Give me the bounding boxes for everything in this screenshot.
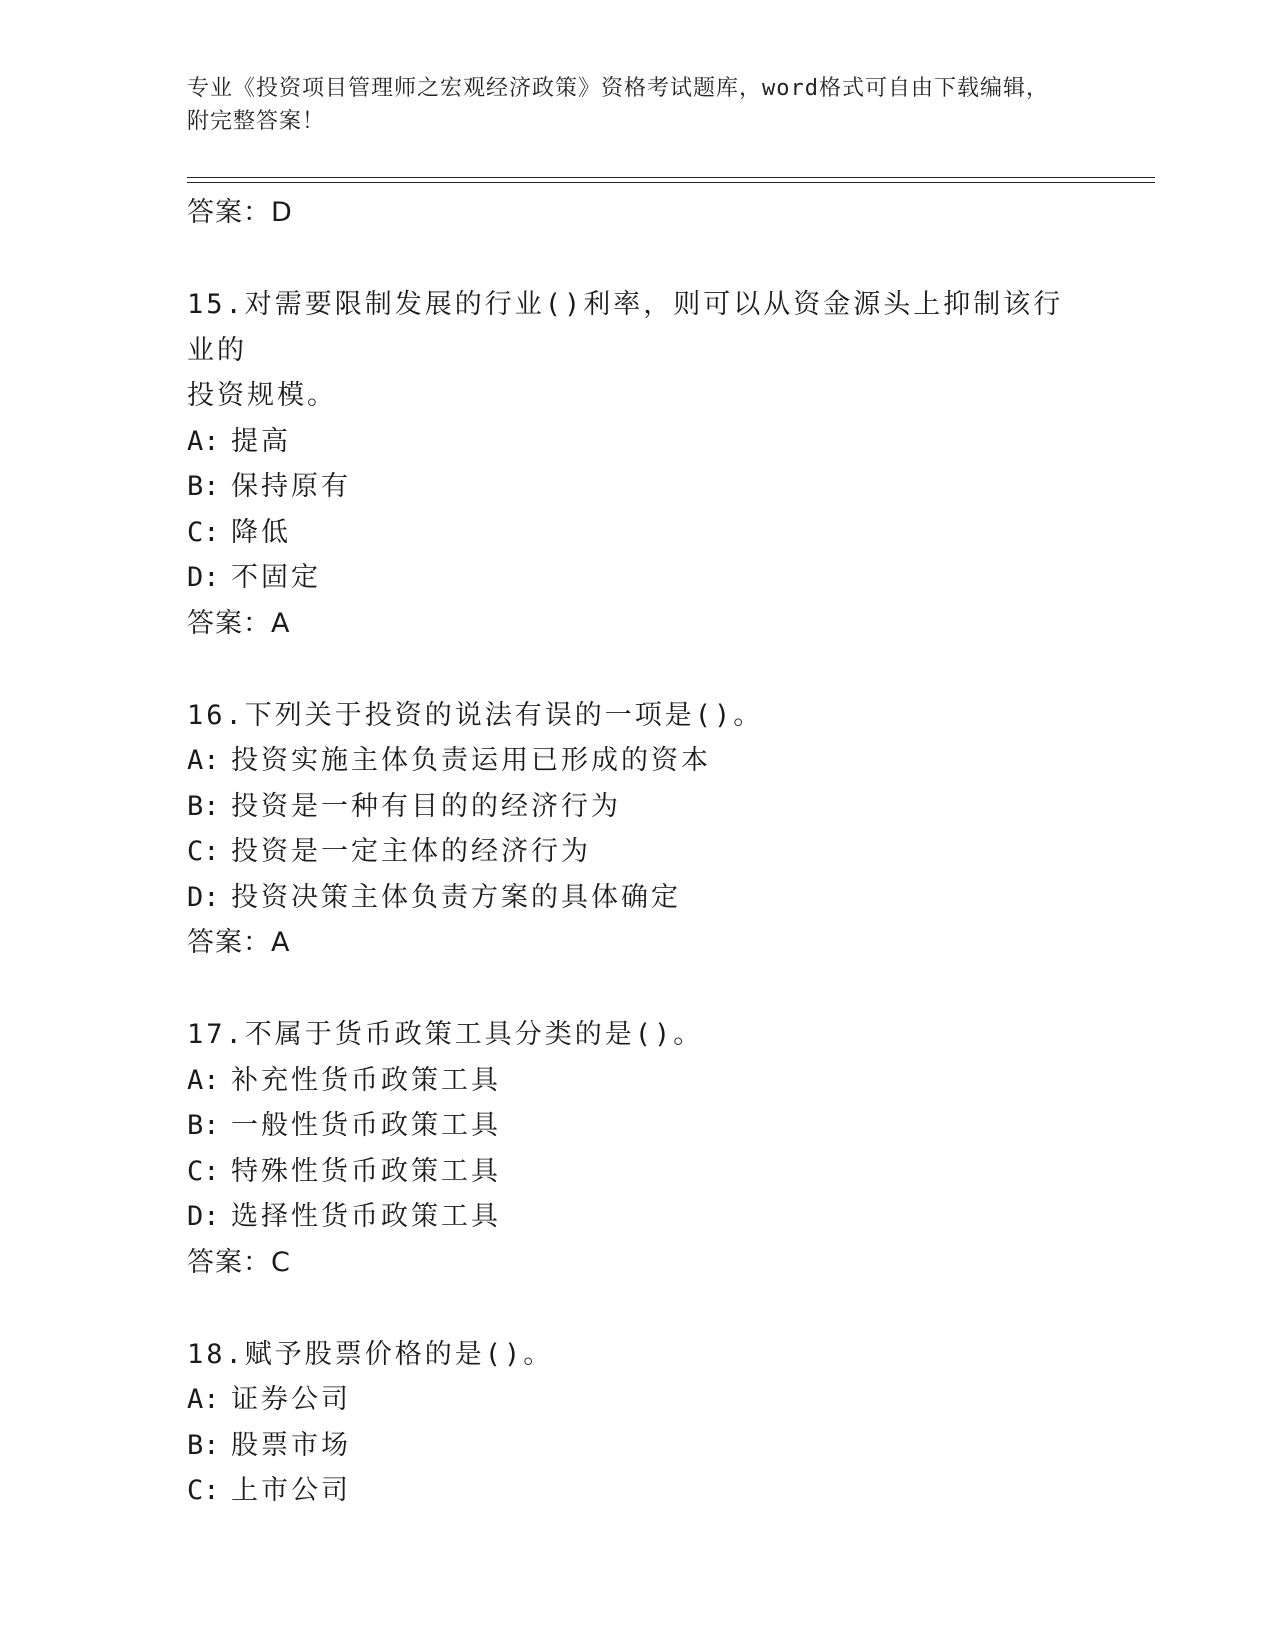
option-label: B: (187, 1429, 220, 1461)
option-label: C: (187, 1155, 220, 1187)
option-b (187, 464, 1087, 510)
option-text: 上市公司 (231, 1475, 351, 1506)
option-label: D: (187, 562, 220, 593)
option-d (187, 1194, 1087, 1240)
option-text: 股票市场 (231, 1429, 351, 1461)
option-label: D: (187, 881, 220, 913)
question-stem: 18.赋予股票价格的是()。 (187, 1338, 554, 1370)
option-label: D: (187, 1201, 220, 1232)
question-stem-continued: 投资规模。 (187, 380, 337, 411)
option-a (187, 1058, 1087, 1104)
option-text: 投资决策主体负责方案的具体确定 (231, 881, 681, 913)
question-stem: 17.不属于货币政策工具分类的是()。 (187, 1019, 704, 1050)
option-text: 降低 (231, 516, 291, 548)
option-label: A: (187, 425, 220, 457)
option-text: 选择性货币政策工具 (231, 1201, 501, 1232)
option-label: B: (187, 471, 220, 502)
option-c (187, 510, 1087, 556)
option-c (187, 829, 1087, 875)
question-stem: 15.对需要限制发展的行业()利率，则可以从资金源头上抑制该行业的 (187, 289, 1064, 366)
option-label: C: (187, 516, 220, 548)
option-label: C: (187, 836, 220, 867)
previous-answer: 答案：D (187, 197, 293, 228)
option-label: B: (187, 790, 220, 822)
option-d (187, 875, 1087, 921)
header-rule-top (187, 177, 1155, 178)
option-text: 特殊性货币政策工具 (231, 1155, 501, 1187)
option-b (187, 1103, 1087, 1149)
answer-line: 答案：A (187, 927, 291, 958)
option-b (187, 1423, 1087, 1469)
option-label: C: (187, 1475, 220, 1506)
option-a (187, 738, 1087, 784)
option-text: 保持原有 (231, 471, 351, 502)
option-d (187, 555, 1087, 601)
option-text: 提高 (231, 425, 291, 457)
option-a (187, 419, 1087, 465)
answer-line: 答案：A (187, 607, 291, 639)
question-list (187, 190, 1087, 1514)
question-17 (187, 1012, 1087, 1285)
option-text: 补充性货币政策工具 (231, 1064, 501, 1096)
option-label: A: (187, 1064, 220, 1096)
option-text: 一般性货币政策工具 (231, 1110, 501, 1141)
option-label: A: (187, 745, 220, 776)
option-text: 投资是一定主体的经济行为 (231, 836, 591, 867)
option-text: 投资实施主体负责运用已形成的资本 (231, 745, 711, 776)
option-text: 证券公司 (231, 1384, 351, 1415)
option-a (187, 1377, 1087, 1423)
header-rule-bottom (187, 182, 1155, 183)
option-label: A: (187, 1384, 220, 1415)
option-c (187, 1149, 1087, 1195)
option-c (187, 1468, 1087, 1514)
question-18 (187, 1332, 1087, 1514)
question-16 (187, 693, 1087, 966)
option-b (187, 784, 1087, 830)
question-stem: 16.下列关于投资的说法有误的一项是()。 (187, 699, 764, 731)
option-label: B: (187, 1110, 220, 1141)
document-header: 专业《投资项目管理师之宏观经济政策》资格考试题库，word格式可自由下载编辑，附完整答案！ (187, 76, 1049, 134)
option-text: 不固定 (231, 562, 321, 593)
question-15 (187, 282, 1087, 646)
answer-line: 答案：C (187, 1246, 291, 1278)
option-text: 投资是一种有目的的经济行为 (231, 790, 621, 822)
